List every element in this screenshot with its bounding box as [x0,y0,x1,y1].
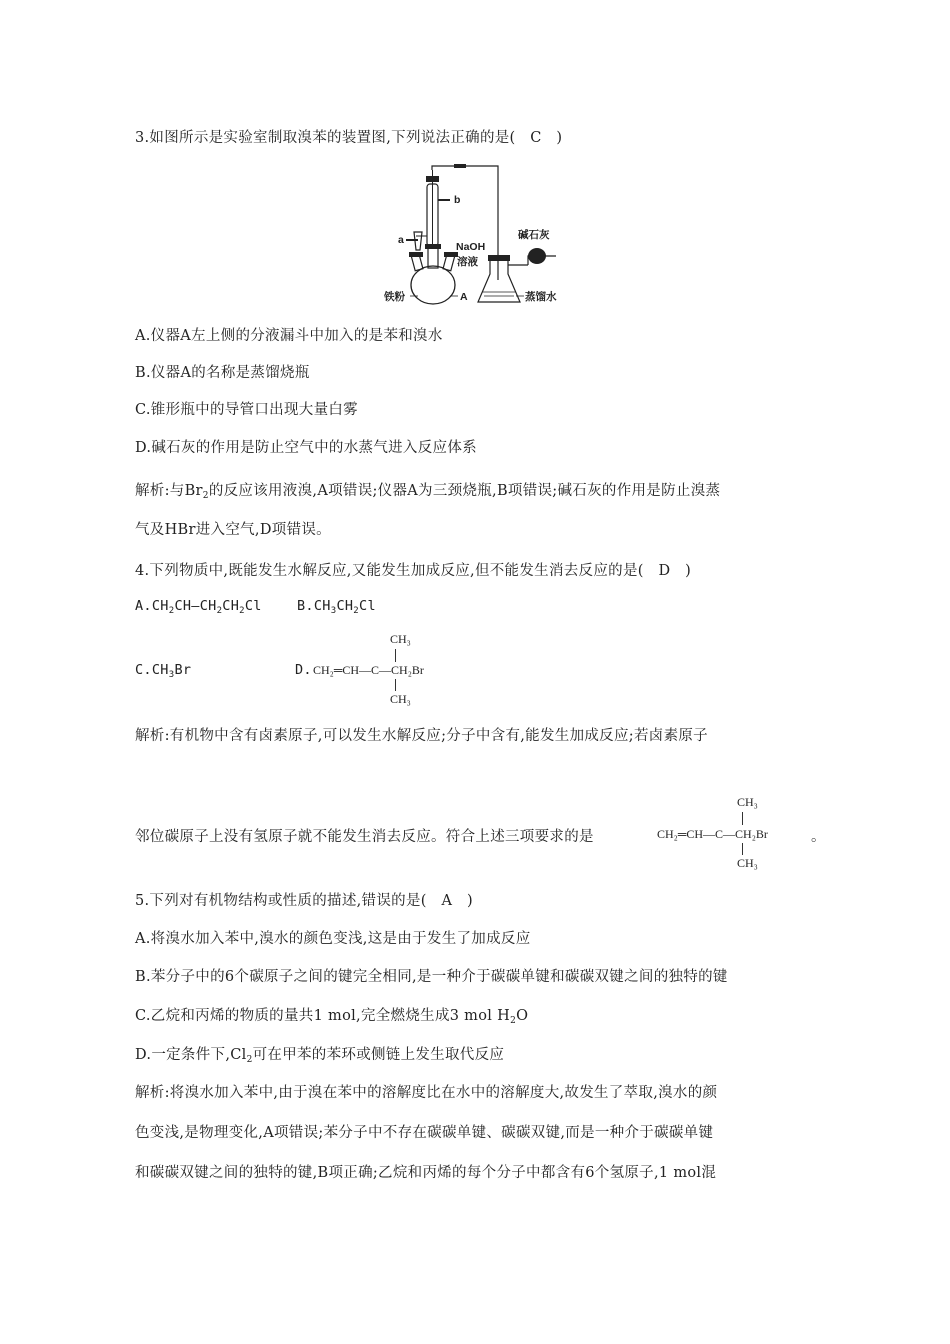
q5-option-c [135,1004,528,1026]
q4-analysis-structure [657,795,817,871]
q4-a-s3: 2 [239,606,245,616]
q3-analysis-line1 [135,479,720,501]
q4-a-s1: 2 [168,606,175,616]
label-solution: 溶液 [457,256,478,268]
q4-b-p1: B.CH [297,598,331,614]
q4-an-top-ch3: CH₃ [737,795,758,809]
q5-close: ) [466,893,473,909]
q5-d-pre: D.一定条件下,Cl [135,1047,247,1063]
q4-c-s1: 3 [168,670,175,680]
q4-an-bond-down [742,843,743,855]
q4-stem [135,559,691,580]
q5-c-post: O [516,1008,529,1024]
q5-c-pre: C.乙烷和丙烯的物质的量共1 mol,完全燃烧生成3 mol H [135,1008,511,1024]
q4-stem-text: 4.下列物质中,既能发生水解反应,又能发生加成反应,但不能发生消去反应的是( [135,563,644,579]
q4-an-bottom-ch3: CH₃ [737,856,758,870]
q4-an-bond-up [742,812,743,825]
q4-option-b [297,598,376,616]
q4-d-bond-up [395,649,396,662]
label-iron: 铁粉 [384,291,405,303]
q4-a-p2: CH—CH [174,598,217,614]
q3-analysis1-post: 的反应该用液溴,A项错误;仪器A为三颈烧瓶,B项错误;碱石灰的作用是防止溴蒸 [208,483,721,499]
q4-d-main-chain: CH₂═CH—C—CH₂Br [313,663,424,677]
label-naoh: NaOH [456,241,486,253]
q4-b-s2: 2 [353,606,360,616]
q4-option-d-structure [313,632,463,706]
q4-an-main-chain: CH₂═CH—C—CH₂Br [657,827,768,841]
q4-analysis-line2 [135,825,594,846]
q5-d-post: 可在甲苯的苯环或侧链上发生取代反应 [252,1047,505,1063]
q4-answer: D [658,563,671,579]
q4-option-a [135,598,262,616]
q5-stem [135,889,473,910]
q5-d-sub: 2 [246,1055,253,1065]
label-soda-lime: 碱石灰 [518,229,550,241]
label-b: b [454,194,461,206]
q4-a-s2: 2 [216,606,223,616]
q5-option-a: A.将溴水加入苯中,溴水的颜色变浅,这是由于发生了加成反应 [135,931,531,947]
q4-option-d-label: D. [295,662,312,678]
q5-option-d [135,1043,504,1065]
q4-d-bond-down [395,679,396,691]
q4-b-p2: CH [336,598,354,614]
q4-c-p2: Br [174,662,192,678]
q4-close: ) [685,563,692,579]
label-water: 蒸馏水 [525,291,557,303]
q4-a-p1: A.CH [135,598,169,614]
q5-analysis-line1: 解析:将溴水加入苯中,由于溴在苯中的溶解度比在水中的溶解度大,故发生了萃取,溴水的颜 [135,1085,718,1101]
q3-analysis1-pre: 解析:与Br [135,483,203,499]
q5-analysis-line2: 色变浅,是物理变化,A项错误;苯分子中不存在碳碳单键、碳碳双键,而是一种介于碳碳单键 [135,1125,714,1141]
q3-stem [135,126,562,147]
q4-option-c [135,662,191,680]
q4-b-p3: Cl [359,598,376,614]
q4-d-top-ch3: CH₃ [390,632,411,646]
q4-c-p1: C.CH [135,662,169,678]
q4-a-p3: CH [222,598,240,614]
q5-answer: A [441,893,453,909]
q4-analysis2-text: 邻位碳原子上没有氢原子就不能发生消去反应。符合上述三项要求的是 [135,829,594,845]
q4-analysis-line1: 解析:有机物中含有卤素原子,可以发生水解反应;分子中含有,能发生加成反应;若卤素原子 [135,728,708,744]
q5-c-sub: 2 [510,1016,517,1026]
q3-option-c: C.锥形瓶中的导管口出现大量白雾 [135,402,358,418]
q3-option-d: D.碱石灰的作用是防止空气中的水蒸气进入反应体系 [135,440,477,456]
q3-option-b: B.仪器A的名称是蒸馏烧瓶 [135,365,310,381]
q5-analysis-line3: 和碳碳双键之间的独特的键,B项正确;乙烷和丙烯的每个分子中都含有6个氢原子,1 mol混 [135,1165,717,1181]
q4-a-p4: Cl [244,598,262,614]
q3-analysis1-sub: 2 [202,491,209,501]
q3-analysis-line2: 气及HBr进入空气,D项错误。 [135,522,331,538]
q3-option-a: A.仪器A左上侧的分液漏斗中加入的是苯和溴水 [135,328,443,344]
q4-d-bottom-ch3: CH₃ [390,692,411,706]
q3-answer: C [530,130,542,146]
q5-stem-text: 5.下列对有机物结构或性质的描述,错误的是( [135,893,427,909]
q3-stem-text: 3.如图所示是实验室制取溴苯的装置图,下列说法正确的是( [135,130,516,146]
q4-analysis2-end: 。 [811,829,826,845]
label-A: A [460,291,468,303]
label-a: a [398,234,404,246]
q5-option-b: B.苯分子中的6个碳原子之间的键完全相同,是一种介于碳碳单键和碳碳双键之间的独特的键 [135,969,728,985]
bromobenzene-apparatus-diagram [370,162,580,312]
q3-close: ) [556,130,563,146]
q4-b-s1: 3 [330,606,337,616]
